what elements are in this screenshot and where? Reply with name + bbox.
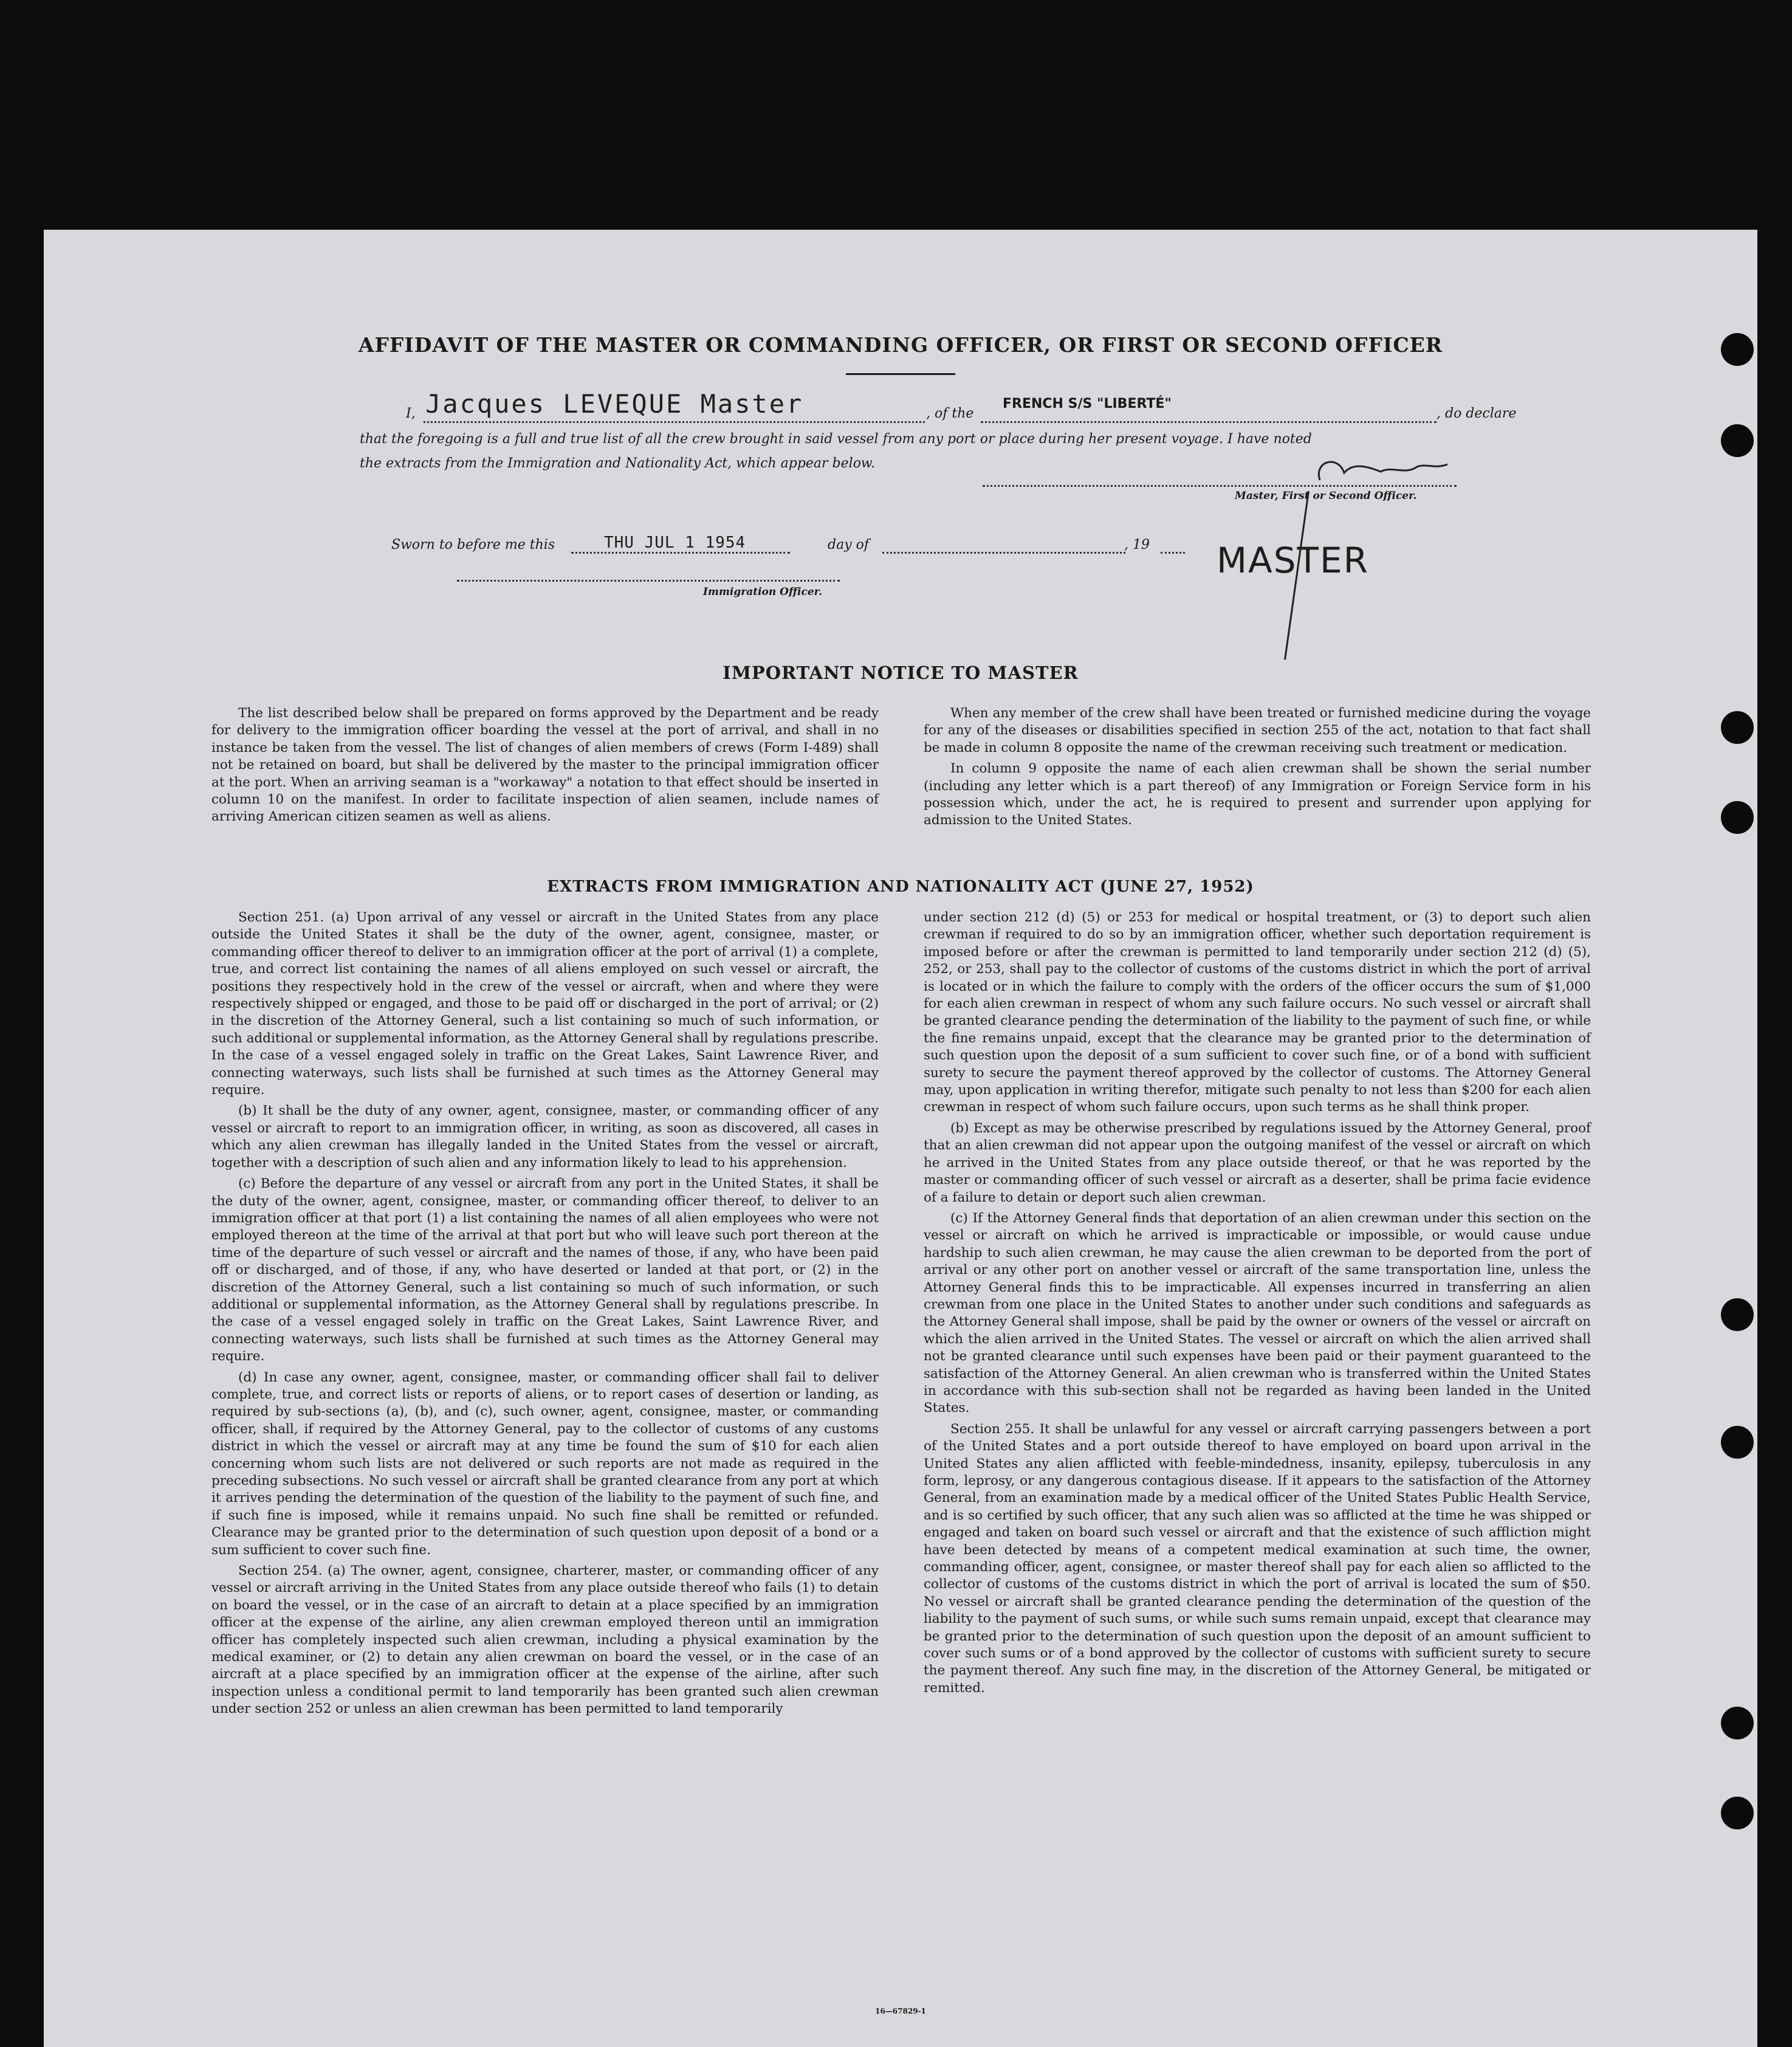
do-declare-label: , do declare [1437,406,1517,421]
officer-name: Jacques LEVEQUE Master [425,389,804,419]
notice-paragraph: When any member of the crew shall have been treated or furnished medicine during the voyage for any of the diseases or disabilities specified in section 255 of the act, notation to that fact shall be made in column 8 opposite the name of the crewman receiving such treatment or medication. [924,706,1591,755]
extract-paragraph: Section 255. It shall be unlawful for any vessel or aircraft carrying passengers between a port of the United States and a port outside thereof to have employed on board upon arrival in the United States any alien afflicted with feeble-mindedness, insanity, epilepsy, tuberculosis in any form, leprosy, or any dangerous contagious disease. If it appears to the satisfaction of the Attorney General, from an examination made by a medical officer of the United States Public Health Service, and is so certified by such officer, that any such alien was so afflicted at the time he was shipped or engaged and taken on board such vessel or aircraft and that the existence of such affliction might have been detected by means of a competent medical examination at such time, the owner, commanding officer, agent, consignee, or master thereof shall pay for each alien so afflicted to the collector of customs of the customs district in which the port of arrival is located the sum of $50. No vessel or aircraft shall be granted clearance pending the determination of the question of the liability to the payment of such sums, or while such sums remain unpaid, except that clearance may be granted prior to the determination of such question upon the deposit of an amount sufficient to cover such sums or of a bond approved by the collector of customs with sufficient surety to secure the payment thereof. Any such fine may, in the discretion of the Attorney General, be mitigated or remitted. [924,1421,1591,1696]
line1-prefix: I, [406,406,416,421]
extract-paragraph: (c) If the Attorney General finds that deportation of an alien crewman under this section on the vessel or aircraft on which he arrived is impracticable or impossible, or would cause undue hardship to such alien crewman, he may cause the alien crewman to be deported from the port of arrival or any other port on another vessel or aircraft of the same transportation line, unless the Attorney General finds this to be impracticable. All expenses incurred in transferring an alien crewman from one place in the United States to another under such conditions and safeguards as the Attorney General shall impose, shall be paid by the owner or owners of the vessel or aircraft on which the alien arrived in the United States. The vessel or aircraft on which the alien arrived shall not be granted clearance until such expenses have been paid or their payment guaranteed to the satisfaction of the Attorney General. An alien crewman who is transferred within the United States in accordance with this sub-section shall not be regarded as having been landed in the United States. [924,1210,1591,1416]
extract-paragraph: (d) In case any owner, agent, consignee, master, or commanding officer shall fail to deliver complete, true, and correct lists or reports of aliens, or to report cases of desertion or landing, as required by sub-sections (a), (b), and (c), such owner, agent, consignee, master, or commanding officer, shall, if required by the Attorney General, pay to the collector of customs of any customs district in which the vessel or aircraft may at any time be found the sum of $10 for each alien concerning whom such lists are not delivered or such reports are not made as required in the preceding subsections. No such vessel or aircraft shall be granted clearance from any port at which it arrives pending the determination of the question of the liability to the payment of such fine, and if such fine is imposed, while it remains unpaid. No such fine shall be remitted or refunded. Clearance may be granted prior to the determination of such question upon deposit of a bond or a sum sufficient to cover such fine. [211,1369,879,1558]
notice-left-column [211,705,879,830]
sworn-date-stamp: THU JUL 1 1954 [604,534,746,552]
affidavit-title: AFFIDAVIT OF THE MASTER OR COMMANDING OFFICER, OR FIRST OR SECOND OFFICER [358,333,1443,357]
declaration-line-2: that the foregoing is a full and true list of all the crew brought in said vessel from any port or place during her present voyage. I have noted [360,432,1312,447]
sworn-prefix: Sworn to before me this [391,537,555,552]
punch-hole [1721,801,1754,834]
declaration-line-3: the extracts from the Immigration and Nationality Act, which appear below. [360,456,876,471]
extract-paragraph: (b) It shall be the duty of any owner, agent, consignee, master, or commanding officer of any vessel or aircraft to report to an immigration officer, in writing, as soon as discovered, all cases in which any alien crewman has illegally landed in the United States from the vessel or aircraft, together with a description of such alien and any information likely to lead to his apprehension. [211,1103,879,1171]
extract-paragraph: Section 254. (a) The owner, agent, consignee, charterer, master, or commanding officer of any vessel or aircraft arriving in the United States from any place outside thereof who fails (1) to detain on board the vessel, or in the case of an aircraft to detain at a place specified by an immigration officer at the expense of the airline, any alien crewman employed thereon until an immigration officer has completely inspected such alien crewman, including a physical examination by the medical examiner, or (2) to detain any alien crewman on board the vessel, or in the case of an aircraft at a place specified by an immigration officer at the expense of the airline, after such inspection unless a conditional permit to land temporarily has been granted such alien crewman under section 252 or unless an alien crewman has been permitted to land temporarily [211,1563,879,1717]
extract-paragraph: (c) Before the departure of any vessel or aircraft from any port in the United States, it shall be the duty of the owner, agent, consignee, master, or commanding officer thereof, to deliver to an immigration officer at that port (1) a list containing the names of all alien employees who were not employed thereon at the time of the arrival at that port but who will leave such port thereon at the time of the departure of such vessel or aircraft and the names of those, if any, who have been paid off or discharged, and of those, if any, who have deserted or landed at that port, or (2) in the discretion of the Attorney General, such a list containing so much of such information, or such additional or supplemental information, as the Attorney General shall by regulations prescribe. In the case of a vessel engaged solely in traffic on the Great Lakes, Saint Lawrence River, and connecting waterways, such lists shall be furnished at such times as the Attorney General may require. [211,1176,879,1364]
punch-hole [1721,1707,1754,1739]
year-field-line [1161,552,1185,554]
month-field-line [882,552,1125,554]
vessel-name: FRENCH S/S "LIBERTÉ" [1003,396,1172,411]
immigration-officer-label: Immigration Officer. [703,586,822,598]
sworn-date-line [571,552,790,554]
signatory-label: Master, First or Second Officer. [1235,490,1417,502]
punch-hole [1721,711,1754,744]
punch-hole [1721,1298,1754,1331]
year-prefix: , 19 [1124,537,1150,552]
punch-hole [1721,1426,1754,1459]
extract-paragraph: Section 251. (a) Upon arrival of any vessel or aircraft in the United States from any place outside the United States it shall be the duty of the owner, agent, consignee, master, or commanding officer thereof to deliver to an immigration officer at the port of arrival (1) a complete, true, and correct list containing the names of all aliens employed on such vessel or aircraft, the positions they respectively hold in the crew of the vessel or aircraft, when and where they were respectively shipped or engaged, and those to be paid off or discharged in the port of arrival; or (2) in the discretion of the Attorney General, such a list containing so much of such information, or such additional or supplemental information, as the Attorney General shall by regulations prescribe. In the case of a vessel engaged solely in traffic on the Great Lakes, Saint Lawrence River, and connecting waterways, such lists shall be furnished at such times as the Attorney General may require. [211,910,879,1098]
notice-paragraph: In column 9 opposite the name of each alien crewman shall be shown the serial number (including any letter which is a part thereof) of any Immigration or Foreign Service form in his possession which, under the act, he is required to present and surrender upon applying for admission to the United States. [924,761,1591,828]
day-of-label: day of [828,537,870,552]
punch-hole [1721,1797,1754,1829]
master-stamp: MASTER [1217,540,1369,581]
title-rule [846,373,955,375]
extract-paragraph: (b) Except as may be otherwise prescribed by regulations issued by the Attorney General, proof that an alien crewman did not appear upon the outgoing manifest of the vessel or aircraft on which he arrived in the United States from any place outside thereof, or that he was reported by the master or commanding officer of such vessel or aircraft as a deserter, shall be prima facie evidence of a failure to detain or deport such alien crewman. [924,1120,1591,1205]
signature-line [983,485,1457,487]
notice-heading: IMPORTANT NOTICE TO MASTER [723,662,1079,683]
notice-paragraph: The list described below shall be prepared on forms approved by the Department and be ready for delivery to the immigration officer boarding the vessel at the port of arrival, and shall in no instance be taken from the vessel. The list of changes of alien members of crews (Form I-489) shall not be retained on board, but shall be delivered by the master to the principal immigration officer at the port. When an arriving seaman is a "workaway" a notation to that effect should be inserted in column 10 on the manifest. In order to facilitate inspection of alien seamen, include names of arriving American citizen seamen as well as aliens. [211,706,879,825]
extracts-right-column [924,909,1591,1701]
extracts-heading: EXTRACTS FROM IMMIGRATION AND NATIONALITY ACT (JUNE 27, 1952) [547,878,1254,896]
notice-right-column [924,705,1591,833]
form-code: 16—67829-1 [875,2007,926,2015]
immigration-officer-line [457,580,840,582]
document-page [44,230,1757,2047]
name-field-line [424,421,925,423]
extract-paragraph: under section 212 (d) (5) or 253 for medical or hospital treatment, or (3) to deport such alien crewman if required to do so by an immigration officer, whether such deportation requirement is imposed before or after the crewman is permitted to land temporarily under section 212 (d) (5), 252, or 253, shall pay to the collector of customs of the customs district in which the port of arrival is located or in which the failure to comply with the orders of the officer occurs the sum of $1,000 for each alien crewman in respect of whom any such failure occurs. No such vessel or aircraft shall be granted clearance pending the determination of the liability to the payment of such fine, or while the fine remains unpaid, except that the clearance may be granted prior to the determination of such question upon the deposit of a sum sufficient to cover such fine, or of a bond with sufficient surety to secure the payment thereof approved by the collector of customs. The Attorney General may, upon application in writing therefor, mitigate such penalty to not less than $200 for each alien crewman in respect of whom such failure occurs, upon such terms as he shall think proper. [924,910,1591,1115]
of-the-label: , of the [926,406,974,421]
punch-hole [1721,424,1754,457]
vessel-field-line [981,421,1437,423]
extracts-left-column [211,909,879,1722]
